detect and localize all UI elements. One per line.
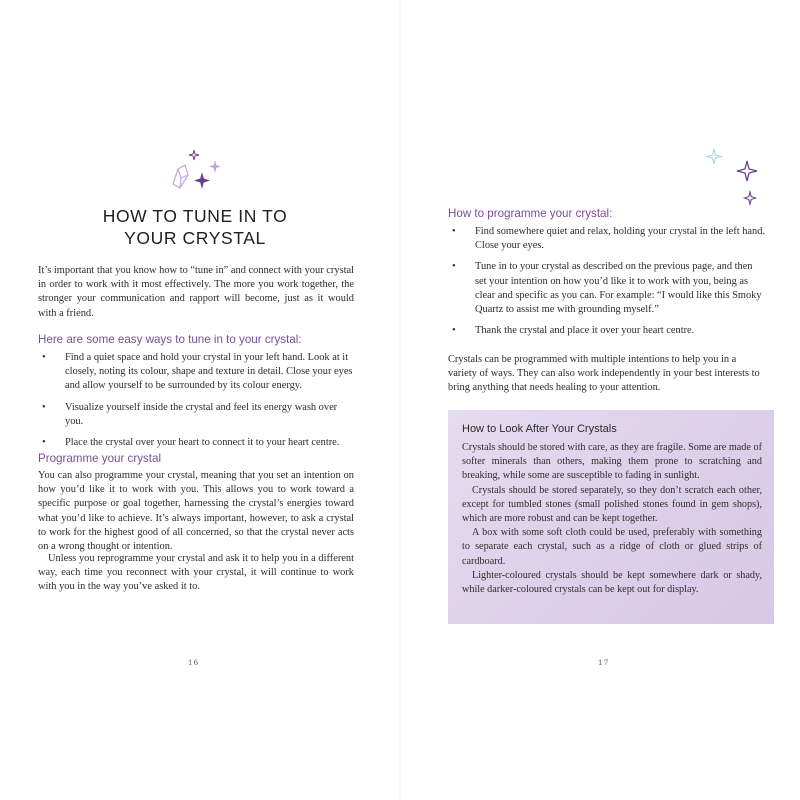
crystal-icon [173, 165, 188, 188]
programme-paragraph-2: Unless you reprogramme your crystal and ask it to help you in a different way, each time you reconnect with your crystal, it will continue to work with you in the way you’ve asked it to. [38, 553, 354, 593]
list-item-text: Place the crystal over your heart to connect it to your heart centre. [65, 437, 340, 449]
care-paragraph-4: Lighter-coloured crystals should be kept somewhere dark or shady, while darker-coloured crystals can be kept out for display. [462, 569, 762, 596]
sparkle-icon [209, 160, 221, 173]
programme-paragraph-1: You can also programme your crystal, meaning that you set an intention on how you’d like it to work with you. This allows you to work toward a specific purpose or goal together, harnessing the crystal’s energies toward what you’d like to achieve. It’s always important, however, to ask a crystal to work for the highest good of all concerned, so that the crystal never acts on a wrong thought or intention. [38, 470, 354, 553]
tune-in-heading: Here are some easy ways to tune in to your crystal: [38, 333, 302, 346]
list-item-text: Find somewhere quiet and relax, holding your crystal in the left hand. Close your eyes. [475, 226, 765, 252]
care-paragraph-2: Crystals should be stored separately, so they don’t scratch each other, except for tumbled stones (small polished stones found in gem shops), which are more robust and can be kept together. [462, 484, 762, 525]
list-item [448, 324, 766, 338]
care-box-text [462, 441, 762, 597]
tune-in-list [38, 351, 356, 457]
care-paragraph-1: Crystals should be stored with care, as they are fragile. Some are made of softer minerals than others, making them prone to scratching and breaking, while some are susceptible to fading in sunlight. [462, 442, 762, 482]
list-item [38, 401, 356, 429]
bullet: • [42, 401, 46, 413]
list-item-text: Visualize yourself inside the crystal and feel its energy wash over you. [65, 401, 338, 427]
title-line-2: YOUR CRYSTAL [124, 228, 266, 248]
how-to-programme-heading: How to programme your crystal: [448, 207, 613, 220]
page-number: 16 [188, 657, 200, 667]
crystal-sparkles-decoration [168, 148, 228, 194]
bullet: • [42, 437, 46, 449]
multi-intentions-paragraph: Crystals can be programmed with multiple intentions to help you in a variety of ways. They can also work independently in your best interests to bring anything that needs healing to your attention. [448, 354, 760, 394]
list-item [38, 436, 356, 450]
sparkle-icon [745, 192, 756, 204]
list-item-text: Find a quiet space and hold your crystal in your left hand. Look at it closely, noting its colour, shape and texture in detail. Close your eyes and allow yourself to be surrounded by its colour energy. [65, 352, 353, 392]
bullet: • [452, 325, 456, 337]
page-number: 17 [598, 657, 610, 667]
care-paragraph-3: A box with some soft cloth could be used, preferably with something to separate each crystal, such as a ridge of cloth or glued strips of cardboard. [462, 527, 762, 567]
list-item [448, 260, 766, 317]
programme-steps-list [448, 225, 766, 345]
right-page [400, 0, 800, 800]
sparkle-icon [194, 172, 210, 189]
list-item-text: Tune in to your crystal as described on the previous page, and then set your intention on how you’d like it to work with you, being as clear and specific as you can. For example: “I would like this Smoky Quartz to assist me with grounding myself.” [475, 261, 762, 316]
sparkles-decoration [704, 146, 764, 208]
sparkle-icon [189, 150, 199, 160]
list-item [448, 225, 766, 253]
intro-paragraph: It’s important that you know how to “tune in” and connect with your crystal in order to work with it most effectively. The more you work together, the stronger your communication and rapport will become, just as it would with a friend. [38, 265, 354, 319]
page-title [60, 205, 330, 249]
bullet: • [42, 352, 46, 363]
sparkle-icon [707, 149, 721, 164]
programme-heading: Programme your crystal [38, 452, 162, 465]
care-box-title: How to Look After Your Crystals [462, 423, 617, 435]
bullet: • [452, 226, 456, 237]
list-item [38, 351, 356, 394]
title-line-1: HOW TO TUNE IN TO [102, 206, 288, 226]
crystal-care-box [448, 410, 774, 624]
list-item-text: Thank the crystal and place it over your heart centre. [475, 325, 695, 337]
bullet: • [452, 261, 456, 273]
sparkle-icon [737, 161, 757, 181]
